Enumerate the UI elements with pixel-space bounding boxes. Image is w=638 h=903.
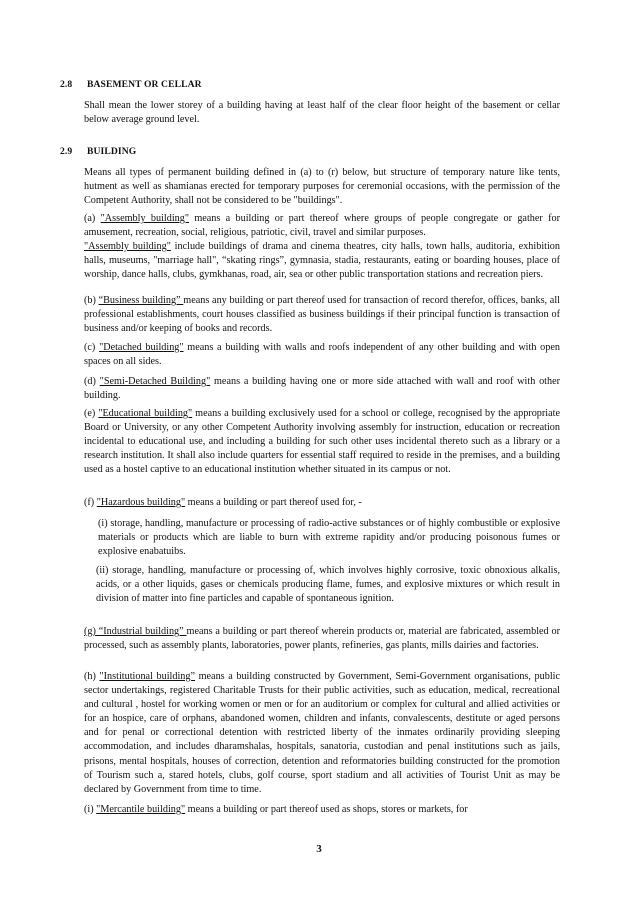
- definition-text: means a building having one or more side attached with wall and roof with other building.: [84, 376, 560, 402]
- definition-text: means any building or part thereof used for transaction of record therefor, offices, banks, all professional establishments, court houses classified as business buildings if their principal function is transaction of business and/or keeping of books and records.: [84, 295, 560, 335]
- item-e: [84, 407, 560, 477]
- section-number: 2.9: [60, 146, 73, 157]
- paragraph: Means all types of permanent building defined in (a) to (r) below, but structure of temporary nature like tents, hutment as well as shamianas erected for temporary purposes for ceremonial occasions, with the permission of the Competent Authority, shall not be considered to be "buildings".: [84, 167, 560, 207]
- item-d: [84, 375, 560, 403]
- item-i: [84, 803, 560, 817]
- definition-text: means a building or part thereof wherein products or, material are fabricated, assembled or processed, such as assembly plants, laboratories, power plants, refineries, gas plants, mills dairies and factories.: [84, 626, 560, 652]
- item-prefix: (e): [84, 408, 99, 419]
- definition-text: means a building or part thereof used as shops, stores or markets, for: [185, 804, 468, 815]
- section-title: BASEMENT OR CELLAR: [87, 79, 202, 90]
- defined-term: "Educational building": [98, 408, 193, 419]
- item-c: [84, 341, 560, 369]
- defined-term: "Institutional building”: [99, 671, 195, 682]
- item-b: [84, 294, 560, 336]
- section-title: BUILDING: [87, 146, 137, 157]
- item-prefix: (a): [84, 213, 101, 224]
- defined-term: "Semi-Detached Building": [99, 376, 211, 387]
- section-2-9-intro: [84, 166, 560, 208]
- section-2-9-heading: [60, 145, 563, 159]
- item-h: [84, 670, 560, 797]
- sub-item-text: (ii) storage, handling, manufacture or processing of, which involves highly corrosive, toxic obnoxious alkalis, acids, or a other liquids, gases or chemicals producing flame, fumes, and explosive mixtures or which result in division of matter into fine particles and capable of spontaneous ignition.: [96, 565, 560, 605]
- item-g: [84, 625, 560, 653]
- item-prefix: (b): [84, 295, 99, 306]
- item-f-i: [98, 517, 560, 559]
- section-number: 2.8: [60, 79, 73, 90]
- item-prefix: (f): [84, 497, 97, 508]
- definition-text: means a building or part thereof where groups of people congregate or gather for amusement, recreation, social, religious, patriotic, civil, travel and similar purposes.: [84, 213, 560, 239]
- page-number: 3: [316, 843, 322, 855]
- definition-text: means a building with walls and roofs independent of any other building and with open spaces on all sides.: [84, 342, 560, 368]
- defined-term: "Hazardous building": [96, 497, 186, 508]
- item-a: [84, 212, 560, 240]
- definition-text: include buildings of drama and cinema theatres, city halls, town halls, auditoria, exhibition halls, museums, "marriage hall", “skating rings”, gymnasia, stadia, restaurants, eating or boarding houses, place of worship, dance halls, clubs, gymkhanas, road, air, sea or other public transportation stations and recreation piers.: [84, 241, 560, 281]
- defined-term: “Business building”: [98, 295, 184, 306]
- item-prefix: (h): [84, 671, 100, 682]
- item-prefix: (c): [84, 342, 100, 353]
- item-prefix: (i): [84, 804, 97, 815]
- paragraph: Shall mean the lower storey of a building having at least half of the clear floor height of the basement or cellar below average ground level.: [84, 100, 560, 126]
- definition-text: means a building constructed by Government, Semi-Government organisations, public sector undertakings, registered Charitable Trusts for their public activities, such as education, medical, recreational and cultural , hostel for working women or men or for an auditorium or complex for cultural and allied activities or for an hospice, care of orphans, abandoned women, children and infants, convalescents, destitute or aged persons and for penal or correctional detention with restricted liberty of the inmates ordinarily providing sleeping accommodation, and includes dharamshalas, hospitals, sanatoria, custodian and penal institutions such as jails, prisons, mental hospitals, houses of correction, detention and reformatories building constructed for the promotion of Tourism such a, stared hotels, clubs, golf course, sport stadium and all activities of Tourist Unit as may be declared by Government from time to time.: [84, 671, 561, 795]
- section-2-8-body: [84, 99, 560, 127]
- item-f-ii: [96, 564, 560, 606]
- defined-term: "Assembly building": [100, 213, 189, 224]
- definition-text: means a building exclusively used for a school or college, recognised by the appropriate Board or University, or any other Competent Authority involving assembly for instruction, education or recreation incidental to educational use, and including a building for such other uses incidental thereto such as a library or a research institution. It shall also include quarters for essential staff required to reside in the premises, and a building used as a hostel captive to an educational institution whether situated in its campus or not.: [84, 408, 560, 476]
- item-a-continued: [84, 240, 560, 282]
- defined-term: (g) “Industrial building”: [84, 626, 187, 637]
- defined-term: "Mercantile building": [96, 804, 186, 815]
- item-prefix: (d): [84, 376, 100, 387]
- defined-term: "Detached building": [99, 342, 184, 353]
- defined-term: "Assembly building": [84, 241, 171, 252]
- item-f: [84, 496, 560, 510]
- section-2-8-heading: [60, 78, 563, 92]
- definition-text: means a building or part thereof used for, -: [185, 497, 362, 508]
- sub-item-text: (i) storage, handling, manufacture or processing of radio-active substances or of highly combustible or explosive materials or products which are liable to burn with extreme rapidity and/or producing poisonous fumes or explosive enabatuibs.: [98, 518, 560, 558]
